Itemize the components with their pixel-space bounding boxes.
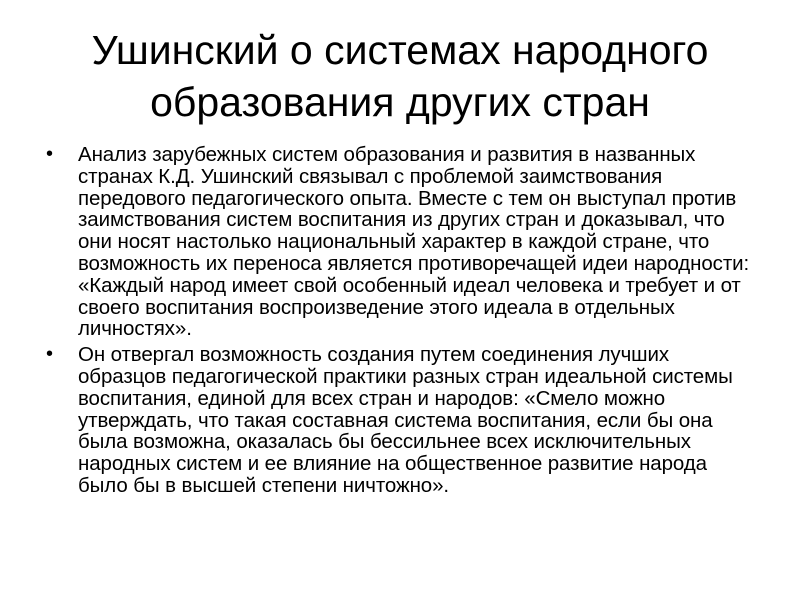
bullet-marker: • (46, 143, 53, 165)
slide-title: Ушинский о системах народного образования других стран (91, 27, 709, 125)
bullet-text: Анализ зарубежных систем образования и развития в названных странах К.Д. Ушинский связывал с проблемой заимствования передового педагогического опыта. Вместе с тем он выступал против заимствования систем воспитания из других стран и доказывал, что они носят настолько национальный характер в каждой стране, что возможность их переноса является противоречащей идеи народности: «Каждый народ имеет свой особенный идеал человека и требует и от своего воспитания воспроизведение этого идеала в отдельных личностях». (78, 143, 750, 341)
bullet-item-2 (44, 344, 758, 497)
bullet-marker: • (46, 343, 53, 366)
bullet-item-1 (44, 144, 758, 340)
bullet-list (44, 144, 758, 501)
bullet-text: Он отвергал возможность создания путем соединения лучших образцов педагогической практики разных стран идеальной системы воспитания, единой для всех стран и народов: «Смело можно утверждать, что такая составная система воспитания, если бы она была возможна, оказалась бы бессильнее всех исключительных народных систем и ее влияние на общественное развитие народа было бы в высшей степени ничтожно». (78, 343, 733, 497)
